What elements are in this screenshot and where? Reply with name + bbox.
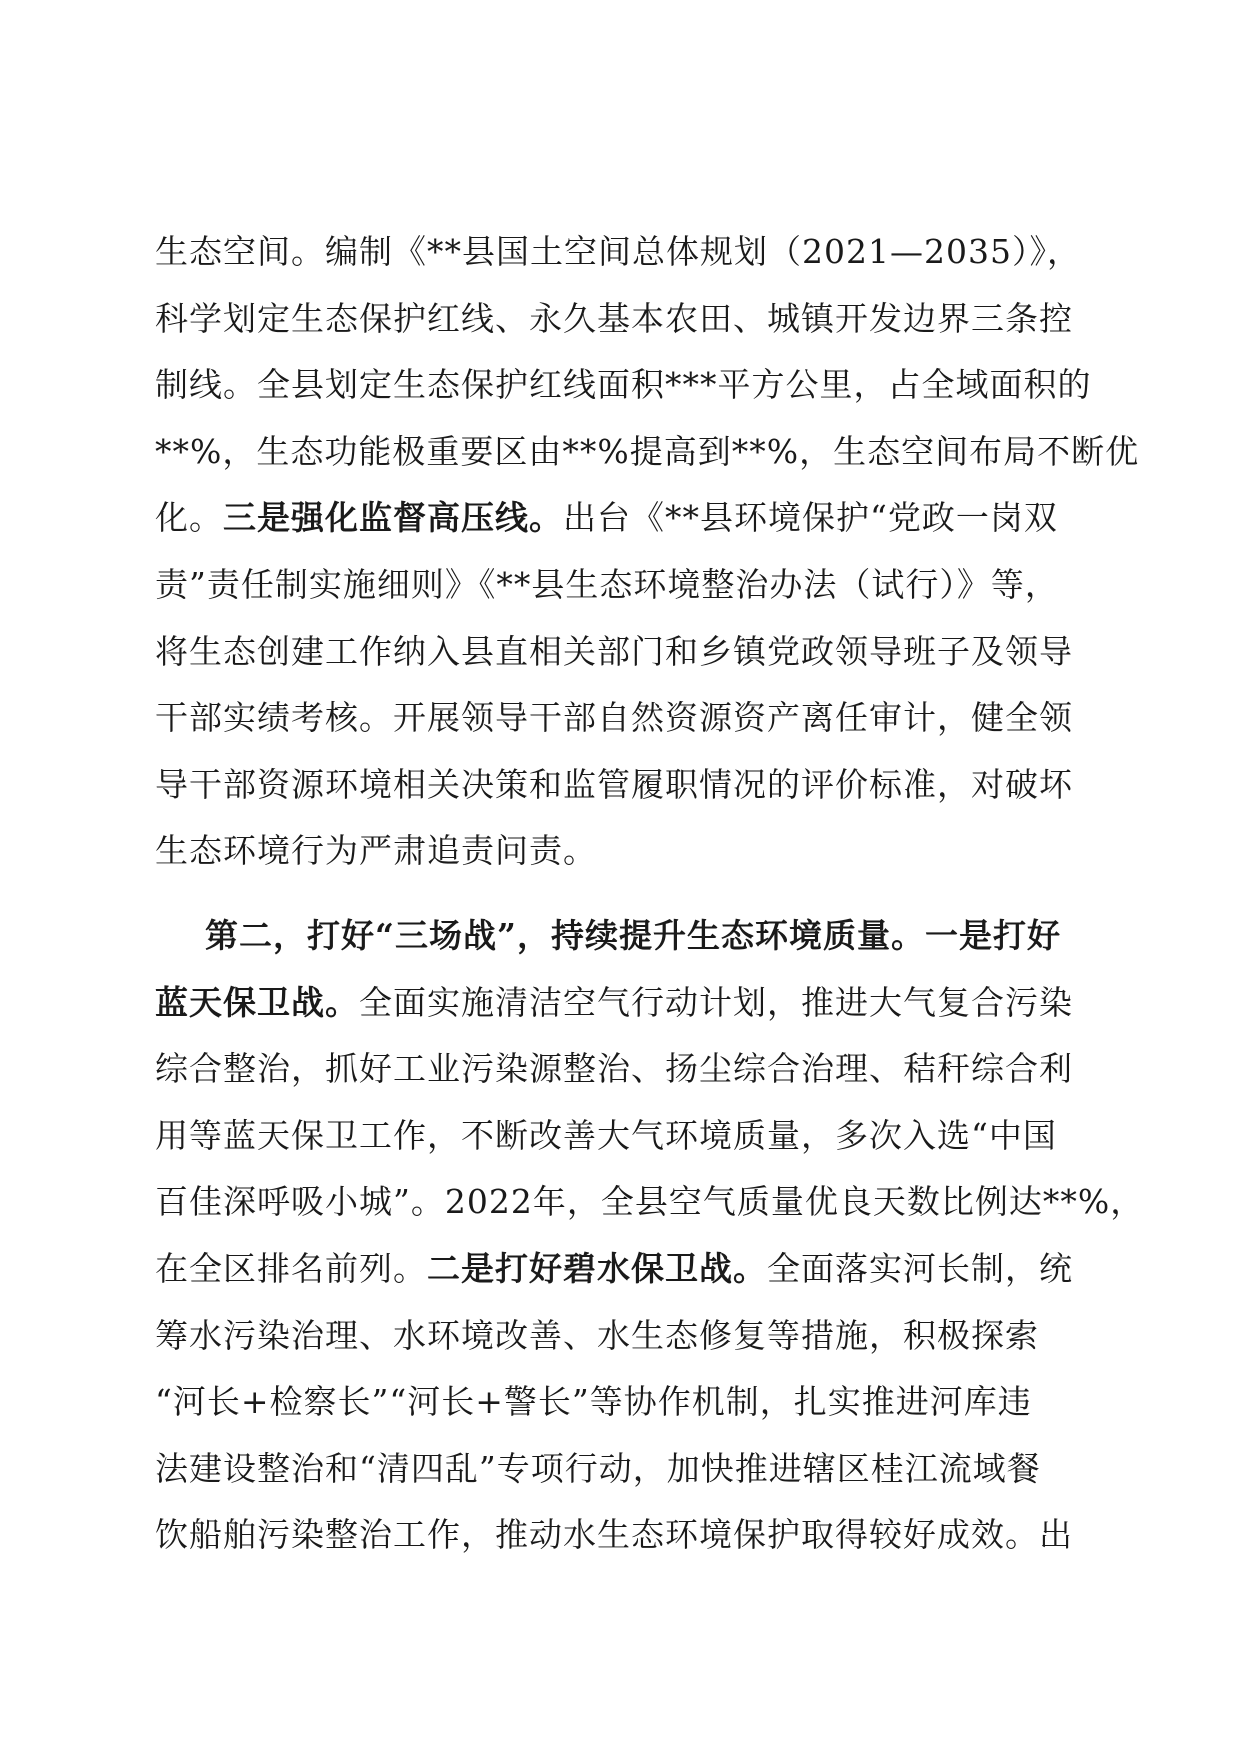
paragraph-gap [155,885,1085,903]
text-line: 饮船舶污染整治工作，推动水生态环境保护取得较好成效。出 [155,1515,1073,1555]
text-line: 将生态创建工作纳入县直相关部门和乡镇党政领导班子及领导 [155,631,1073,671]
text-line: 制线。全县划定生态保护红线面积***平方公里，占全域面积的 [155,365,1092,405]
text-run: 全面实施清洁空气行动计划，推进大气复合污染 [359,982,1073,1022]
text-line: 责”责任制实施细则》《**县生态环境整治办法（试行）》等， [155,564,1059,604]
text-line: 用等蓝天保卫工作，不断改善大气环境质量，多次入选“中国 [155,1115,1057,1155]
bold-heading: 二是打好碧水保卫战。 [427,1248,767,1288]
bold-heading: 蓝天保卫战。 [155,982,359,1022]
paragraph-1 [155,219,1140,885]
text-line: 导干部资源环境相关决策和监管履职情况的评价标准，对破坏 [155,764,1073,804]
document-body [155,219,1145,1569]
text-line: 综合整治，抓好工业污染源整治、扬尘综合治理、秸秆综合利 [155,1049,1073,1089]
bold-heading: 三是强化监督高压线。 [223,498,563,538]
text-run: 化。 [155,498,223,538]
text-line: 科学划定生态保护红线、永久基本农田、城镇开发边界三条控 [155,298,1073,338]
text-line: 法建设整治和“清四乱”专项行动，加快推进辖区桂江流域餐 [155,1448,1041,1488]
text-line: 生态空间。编制《**县国土空间总体规划（2021—2035）》， [155,232,1081,271]
text-run: 出台《**县环境保护“党政一岗双 [563,498,1058,538]
text-line [155,1236,1085,1303]
text-line: 筹水污染治理、水环境改善、水生态修复等措施，积极探索 [155,1315,1039,1355]
text-line [155,970,1085,1037]
text-line: **%，生态功能极重要区由**%提高到**%，生态空间布局不断优 [155,431,1140,471]
text-line: 干部实绩考核。开展领导干部自然资源资产离任审计，健全领 [155,698,1073,738]
text-run: 在全区排名前列。 [155,1248,427,1288]
section-heading-line: 第二，打好“三场战”，持续提升生态环境质量。一是打好 [205,915,1061,955]
text-line: 生态环境行为严肃追责问责。 [155,831,597,871]
paragraph-2 [155,903,1145,1569]
text-run: 全面落实河长制，统 [767,1248,1073,1288]
text-line [155,485,1085,552]
text-line: “河长+检察长”“河长+警长”等协作机制，扎实推进河库违 [155,1382,1032,1422]
text-line: 百佳深呼吸小城”。2022年，全县空气质量优良天数比例达**%， [155,1182,1145,1222]
